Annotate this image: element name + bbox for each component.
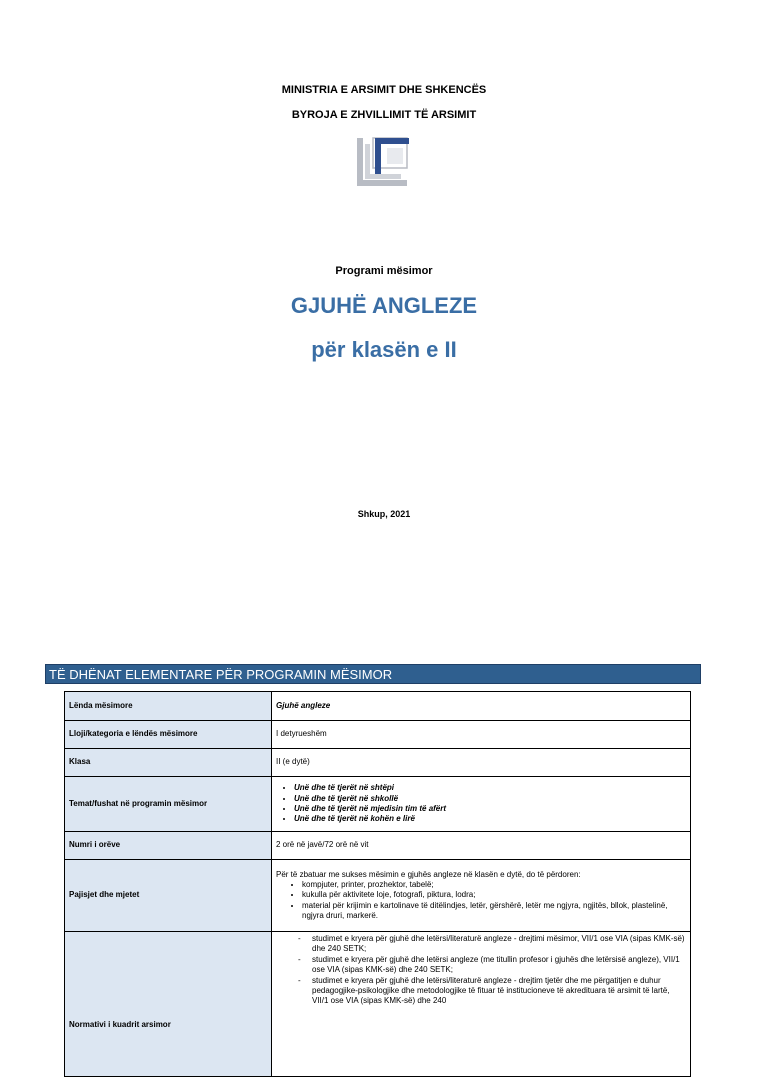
program-info-table xyxy=(64,691,691,1077)
list-item: • Unë dhe të tjerët në kohën e lirë xyxy=(294,814,686,824)
bureau-logo-icon xyxy=(353,134,413,190)
section-banner: TË DHËNAT ELEMENTARE PËR PROGRAMIN MËSIMOR xyxy=(45,664,701,684)
program-label: Programi mësimor xyxy=(335,265,433,277)
row-value: 2 orë në javë/72 orë në vit xyxy=(272,832,691,860)
table-row xyxy=(65,860,691,932)
row-value: II (e dytë) xyxy=(272,749,691,777)
row-value: Gjuhë angleze xyxy=(272,692,691,721)
list-item: - studimet e kryera për gjuhë dhe letërsi angleze (me titullin profesor i gjuhës dhe letërsisë angleze), VII/1 ose VIA (sipas KMK-së) dhe 240 SETK; xyxy=(298,955,686,976)
bureau-name: BYROJA E ZHVILLIMIT TË ARSIMIT xyxy=(291,109,477,121)
row-label: Klasa xyxy=(65,749,272,777)
list-item: • Unë dhe të tjerët në mjedisin tim të afërt xyxy=(294,804,686,814)
list-item: - studimet e kryera për gjuhë dhe letërsi/literaturë angleze - drejtimi mësimor, VII/1 ose VIA (sipas KMK-së) dhe 240 SETK; xyxy=(298,934,686,955)
subject-title: GJUHË ANGLEZE xyxy=(290,293,478,318)
equipment-list xyxy=(276,880,686,922)
equipment-intro: Për të zbatuar me sukses mësimin e gjuhës angleze në klasën e dytë, do të përdoren: xyxy=(276,869,581,879)
table-row xyxy=(65,777,691,832)
row-value xyxy=(272,860,691,932)
table-row xyxy=(65,832,691,860)
list-item: • material për krijimin e kartolinave të ditëlindjes, letër, gërshërë, letër me ngjyra, ngjitës, bllok, plastelinë, ngjyra druri, markerë. xyxy=(302,901,686,922)
place-year: Shkup, 2021 xyxy=(357,509,411,519)
table-row xyxy=(65,932,691,1077)
table-row xyxy=(65,692,691,721)
table-row xyxy=(65,721,691,749)
row-label: Pajisjet dhe mjetet xyxy=(65,860,272,932)
themes-list xyxy=(276,783,686,825)
row-label: Numri i orëve xyxy=(65,832,272,860)
row-value xyxy=(272,777,691,832)
table-row xyxy=(65,749,691,777)
row-value xyxy=(272,932,691,1077)
list-item: • Unë dhe të tjerët në shtëpi xyxy=(294,783,686,793)
row-value: I detyrueshëm xyxy=(272,721,691,749)
list-item: • kukulla për aktivitete loje, fotografi, piktura, lodra; xyxy=(302,890,686,900)
row-label: Lënda mësimore xyxy=(65,692,272,721)
list-item: - studimet e kryera për gjuhë dhe letërsi/literaturë angleze - drejtim tjetër dhe me përgatitjen e duhur pedagogjike-psikologjike dhe metodologjike të fituar të institucioneve të akredituara të arsimit të lartë, VII/1 ose VIA (sipas KMK-së) dhe 240 xyxy=(298,976,686,1007)
norms-list xyxy=(276,934,686,1007)
list-item: • kompjuter, printer, prozhektor, tabelë; xyxy=(302,880,686,890)
list-item: • Unë dhe të tjerët në shkollë xyxy=(294,794,686,804)
grade-title: për klasën e II xyxy=(311,337,457,362)
row-label: Temat/fushat në programin mësimor xyxy=(65,777,272,832)
row-label: Normativi i kuadrit arsimor xyxy=(65,932,272,1077)
ministry-name: MINISTRIA E ARSIMIT DHE SHKENCËS xyxy=(281,84,487,96)
row-label: Lloji/kategoria e lëndës mësimore xyxy=(65,721,272,749)
